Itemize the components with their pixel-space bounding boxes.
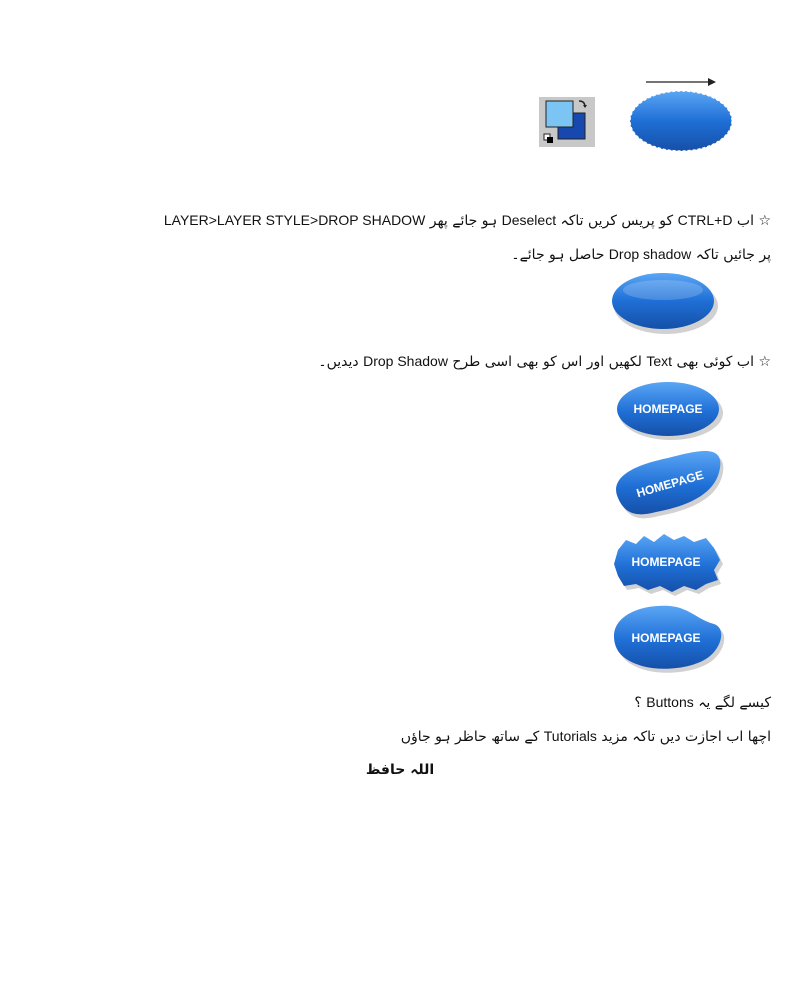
star-outline-icon: ☆ (758, 354, 771, 370)
step1-menu-path: LAYER>LAYER STYLE>DROP SHADOW (163, 212, 426, 228)
homepage-button-label: HOMEPAGE (631, 631, 701, 645)
step1-urdu-a: اب (736, 213, 754, 229)
step2-urdu-b: لکھیں اور اس کو بھی اسی طرح (452, 354, 642, 370)
right-arrow-icon (646, 77, 716, 87)
closing-line2-a: اچھا اب اجازت دیں تاکہ مزید (601, 729, 771, 745)
step2-line (318, 351, 771, 372)
step1-urdu-d: پر جائیں تاکہ (695, 247, 771, 263)
shadowed-ellipse (606, 270, 726, 336)
homepage-button-label: HOMEPAGE (631, 555, 701, 569)
homepage-button-label: HOMEPAGE (633, 402, 703, 416)
selected-ellipse (628, 88, 736, 156)
signoff: اللہ حافظ (365, 762, 435, 778)
step1-drop-shadow: Drop shadow (608, 246, 692, 262)
step1-urdu-b: کو پریس کریں تاکہ (560, 213, 674, 229)
homepage-button-tilted[interactable] (608, 442, 728, 522)
homepage-button-leaf[interactable] (610, 602, 726, 674)
closing-q-word: Buttons (646, 694, 694, 710)
closing-q-mark: ؟ (634, 695, 642, 711)
step1-deselect: Deselect (501, 212, 557, 228)
step2-urdu-a: اب کوئی بھی (676, 354, 754, 370)
closing-line2-word: Tutorials (543, 728, 597, 744)
star-outline-icon: ☆ (758, 213, 771, 229)
closing-line2-b: کے ساتھ حاظر ہو جاؤں (400, 729, 540, 745)
closing-q-urdu: کیسے لگے یہ (698, 695, 771, 711)
closing-farewell (401, 726, 771, 747)
step1-key: CTRL+D (677, 212, 733, 228)
homepage-button-oval[interactable] (612, 380, 728, 442)
homepage-button-label: HOMEPAGE (634, 467, 706, 501)
step2-drop-shadow: Drop Shadow (363, 353, 448, 369)
step1-line2 (511, 244, 771, 265)
step2-urdu-c: دیدیں۔ (318, 354, 359, 370)
step1-urdu-e: حاصل ہو جائے۔ (511, 247, 605, 263)
color-swatch-icon[interactable] (539, 97, 595, 147)
step1-urdu-c: ہو جائے پھر (429, 213, 498, 229)
homepage-button-cloud[interactable] (610, 530, 726, 596)
step2-text-word: Text (646, 353, 673, 369)
closing-question (634, 692, 771, 713)
step1-line1 (164, 210, 771, 231)
